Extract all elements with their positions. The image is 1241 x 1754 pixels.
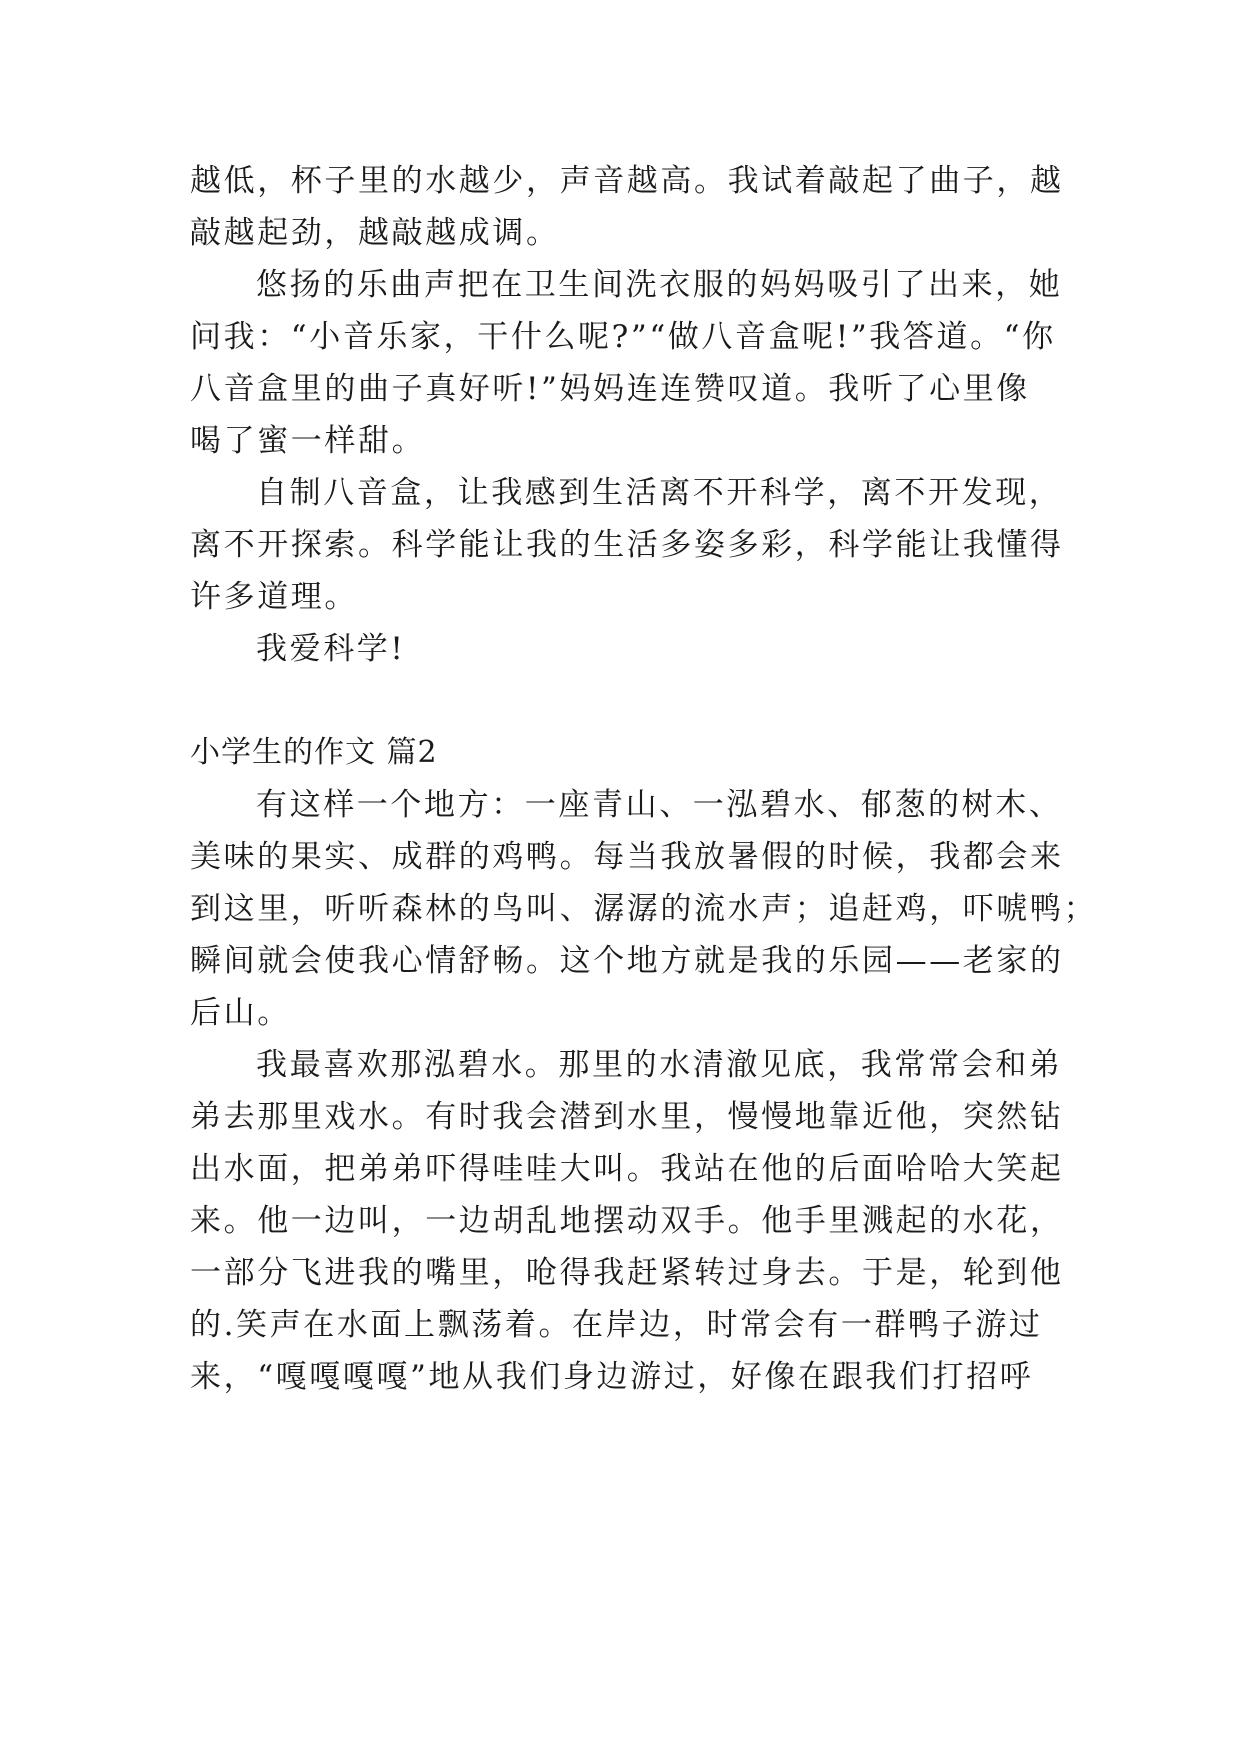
text-line: 一部分飞进我的嘴里，呛得我赶紧转过身去。于是，轮到他	[190, 1255, 1064, 1291]
text-line: 弟去那里戏水。有时我会潜到水里，慢慢地靠近他，突然钻	[190, 1099, 1064, 1135]
text-line: 喝了蜜一样甜。	[190, 423, 426, 459]
text-line: 后山。	[190, 995, 291, 1031]
text-line: 问我：“小音乐家，干什么呢?”“做八音盒呢!”我答道。“你	[190, 319, 1056, 355]
text-line: 越低，杯子里的水越少，声音越高。我试着敲起了曲子，越	[190, 163, 1064, 199]
text-line: 瞬间就会使我心情舒畅。这个地方就是我的乐园——老家的	[190, 943, 1064, 979]
paragraph-4	[190, 623, 1070, 675]
text-line: 离不开探索。科学能让我的生活多姿多彩，科学能让我懂得	[190, 527, 1064, 563]
text-line: 有这样一个地方：一座青山、一泓碧水、郁葱的树木、	[256, 787, 1063, 823]
paragraph-5	[190, 779, 1098, 1039]
paragraph-1	[190, 155, 1070, 259]
paragraph-2	[190, 259, 1070, 467]
text-line: 悠扬的乐曲声把在卫生间洗衣服的妈妈吸引了出来，她	[256, 267, 1063, 303]
text-line: 的.笑声在水面上飘荡着。在岸边，时常会有一群鸭子游过	[190, 1307, 1043, 1343]
text-line: 许多道理。	[190, 579, 358, 615]
section-heading: 小学生的作文 篇2	[190, 735, 438, 770]
essay-body	[190, 155, 1098, 1403]
text-line: 我最喜欢那泓碧水。那里的水清澈见底，我常常会和弟	[256, 1047, 1063, 1083]
spacer	[190, 675, 1070, 727]
text-line: 来，“嘎嘎嘎嘎”地从我们身边游过，好像在跟我们打招呼	[190, 1359, 1034, 1395]
text-line: 到这里，听听森林的鸟叫、潺潺的流水声；追赶鸡，吓唬鸭；	[190, 891, 1098, 927]
text-line: 美味的果实、成群的鸡鸭。每当我放暑假的时候，我都会来	[190, 839, 1064, 875]
paragraph-3	[190, 467, 1070, 623]
text-line: 八音盒里的曲子真好听!”妈妈连连赞叹道。我听了心里像	[190, 371, 1030, 407]
paragraph-6	[190, 1039, 1070, 1403]
text-line: 自制八音盒，让我感到生活离不开科学，离不开发现，	[256, 475, 1063, 511]
text-line: 我爱科学!	[256, 631, 406, 667]
text-line: 敲越起劲，越敲越成调。	[190, 215, 560, 251]
text-line: 出水面，把弟弟吓得哇哇大叫。我站在他的后面哈哈大笑起	[190, 1151, 1064, 1187]
text-line: 来。他一边叫，一边胡乱地摆动双手。他手里溅起的水花，	[190, 1203, 1064, 1239]
